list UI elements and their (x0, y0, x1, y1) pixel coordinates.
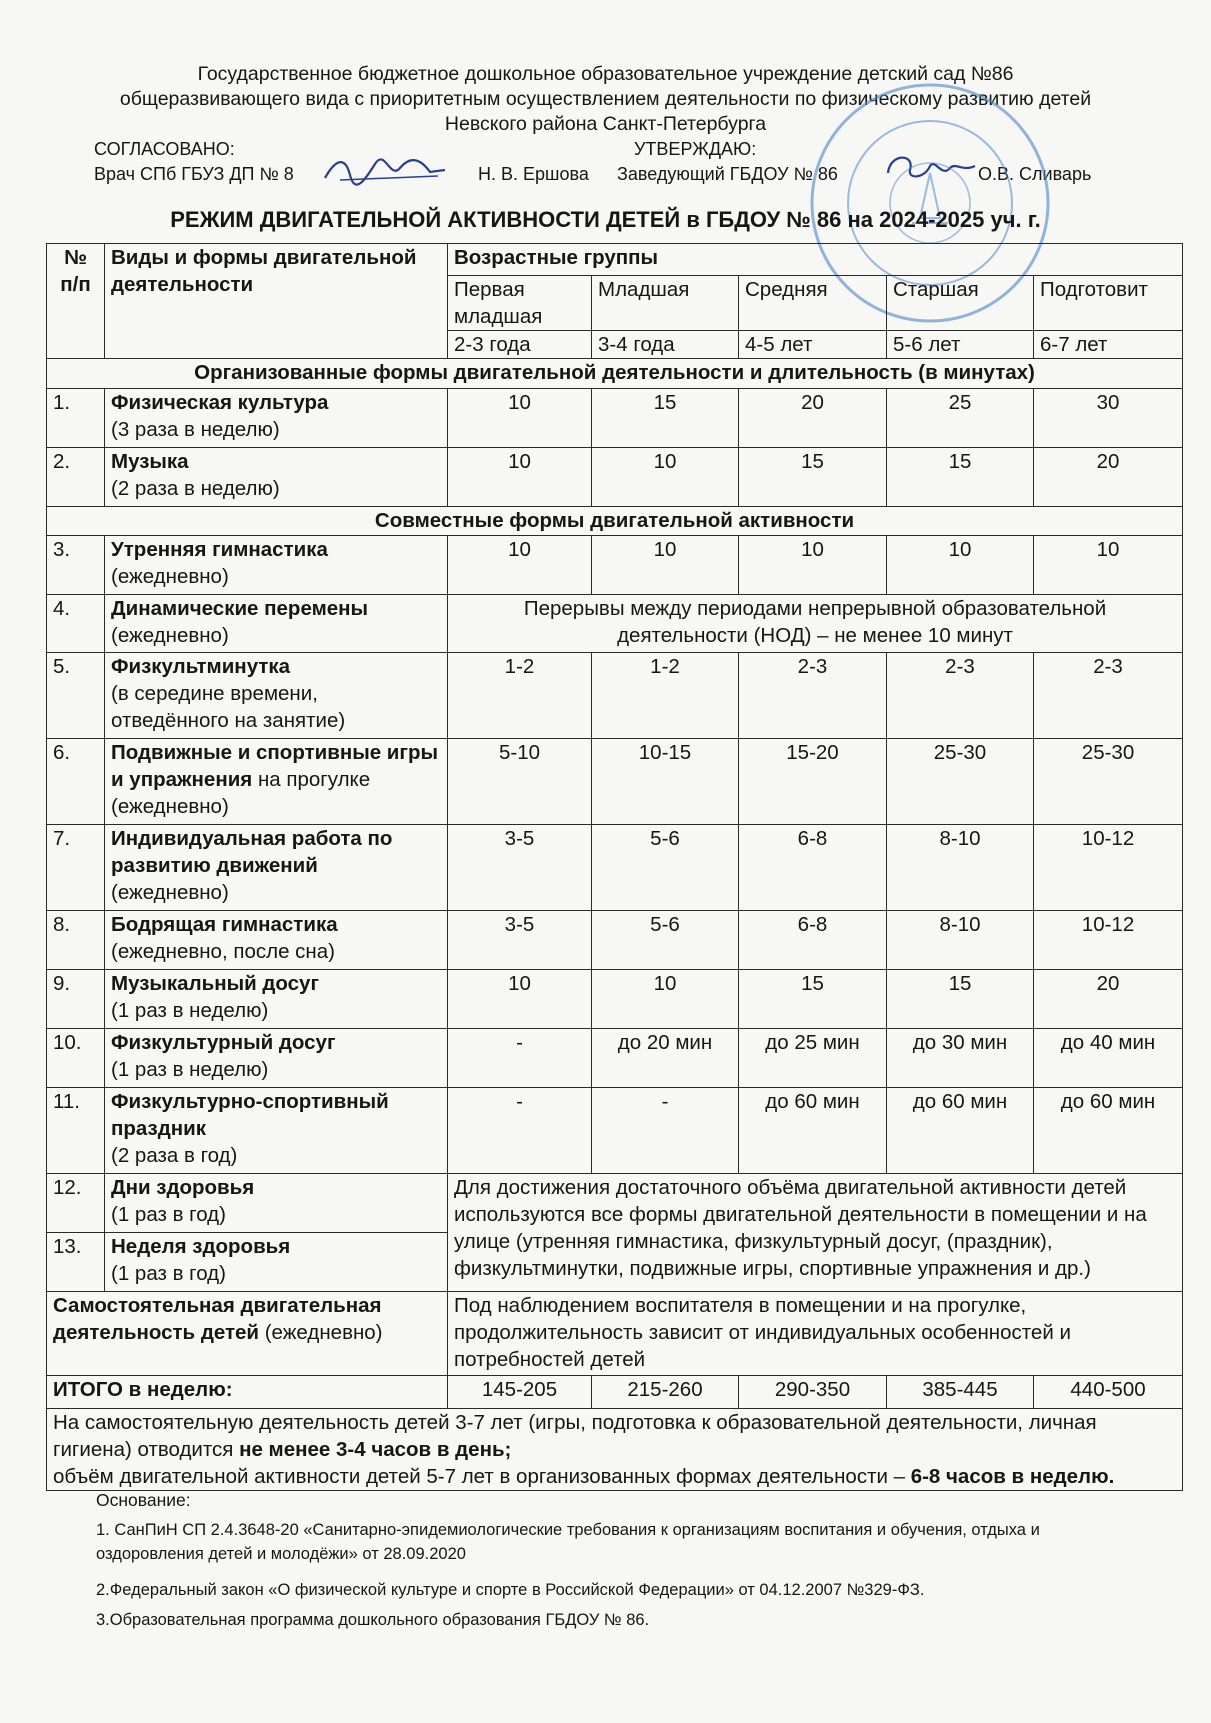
value-cell: до 60 мин (739, 1088, 887, 1174)
activity-cell (105, 1233, 448, 1292)
activity-note: (в середине времени, отведённого на занятие) (111, 682, 346, 732)
col-header-type: Виды и формы двигательной деятельности (105, 244, 448, 359)
value-cell: 8-10 (887, 825, 1034, 911)
total-value: 290-350 (739, 1376, 887, 1409)
value-cell: 10 (592, 970, 739, 1029)
group-age: 4-5 лет (739, 331, 887, 359)
group-name: Подготовит (1034, 276, 1183, 331)
total-value: 145-205 (448, 1376, 592, 1409)
value-cell: 10-12 (1034, 825, 1183, 911)
activity-note: (ежедневно) (111, 624, 229, 647)
merged-note-cell: Перерывы между периодами непрерывной образовательной деятельности (НОД) – не менее 10 минут (448, 595, 1183, 653)
basis-item-2: 2.Федеральный закон «О физической культуре и спорте в Российской Федерации» от 04.12.2007 №329-ФЗ. (96, 1581, 925, 1599)
org-name-line-3: Невского района Санкт-Петербурга (444, 113, 767, 135)
group-age: 2-3 года (448, 331, 592, 359)
value-cell: 10 (448, 536, 592, 595)
value-cell: 8-10 (887, 911, 1034, 970)
head-position: Заведующий ГБДОУ № 86 (617, 164, 838, 184)
basis-item-3: 3.Образовательная программа дошкольного образования ГБДОУ № 86. (96, 1611, 650, 1629)
value-cell: 15 (592, 389, 739, 448)
value-cell: 3-5 (448, 825, 592, 911)
value-cell: 3-5 (448, 911, 592, 970)
footer-text: объём двигательной активности детей 5-7 лет в организованных формах деятельности – (53, 1465, 911, 1488)
activity-note: (2 раза в год) (111, 1144, 238, 1167)
group-age: 5-6 лет (887, 331, 1034, 359)
value-cell: до 25 мин (739, 1029, 887, 1088)
activity-name: Неделя здоровья (111, 1235, 291, 1258)
row-number: 2. (47, 448, 105, 507)
value-cell: 25-30 (887, 739, 1034, 825)
value-cell: 10 (448, 389, 592, 448)
value-cell: 10 (592, 536, 739, 595)
value-cell: 10 (448, 448, 592, 507)
activity-note: (1 раз в неделю) (111, 999, 269, 1022)
doctor-position: Врач СПб ГБУЗ ДП № 8 (94, 164, 294, 184)
self-activity-name: Самостоятельная двигательная деятельность детей (53, 1294, 382, 1344)
activity-cell (105, 825, 448, 911)
value-cell: до 20 мин (592, 1029, 739, 1088)
activity-name: Бодрящая гимнастика (111, 913, 338, 936)
health-days-note: Для достижения достаточного объёма двигательной активности детей используются все формы двигательной деятельности в помещении и на улице (утренняя гимнастика, физкультурный досуг, (праздник), физкультминутки, подвижные игры, спортивные упражнения и др.) (448, 1174, 1183, 1292)
value-cell: 10-12 (1034, 911, 1183, 970)
total-label: ИТОГО в неделю: (47, 1376, 448, 1409)
row-number: 1. (47, 389, 105, 448)
activity-name: Музыкальный досуг (111, 972, 319, 995)
row-number: 3. (47, 536, 105, 595)
activity-note: (ежедневно) (111, 881, 229, 904)
activity-name: Утренняя гимнастика (111, 538, 328, 561)
self-activity-cell (47, 1292, 448, 1376)
activity-table (46, 243, 1183, 1491)
row-number: 9. (47, 970, 105, 1029)
activity-note: (ежедневно) (111, 565, 229, 588)
activity-name: Физическая культура (111, 391, 329, 414)
activity-note: (2 раза в неделю) (111, 477, 280, 500)
value-cell: 10 (739, 536, 887, 595)
row-number: 13. (47, 1233, 105, 1292)
value-cell: 10 (448, 970, 592, 1029)
row-number: 10. (47, 1029, 105, 1088)
value-cell: 15 (739, 970, 887, 1029)
org-name-line-2: общеразвивающего вида с приоритетным осуществлением деятельности по физическому развитию детей (119, 88, 1092, 110)
value-cell: до 60 мин (1034, 1088, 1183, 1174)
value-cell: - (592, 1088, 739, 1174)
value-cell: 25 (887, 389, 1034, 448)
value-cell: 15 (739, 448, 887, 507)
section-header-organized: Организованные формы двигательной деятельности и длительность (в минутах) (47, 359, 1183, 389)
row-number: 4. (47, 595, 105, 653)
value-cell: 5-6 (592, 911, 739, 970)
activity-name: Дни здоровья (111, 1176, 255, 1199)
activity-name: Физкультминутка (111, 655, 291, 678)
row-number: 12. (47, 1174, 105, 1233)
col-header-age-groups: Возрастные группы (448, 244, 1183, 276)
footer-bold: не менее 3-4 часов в день; (239, 1438, 512, 1461)
activity-name: Подвижные и спортивные игры и упражнения (111, 741, 438, 791)
value-cell: 15 (887, 448, 1034, 507)
value-cell: 15-20 (739, 739, 887, 825)
basis-item-1: 1. СанПиН СП 2.4.3648-20 «Санитарно-эпидемиологические требования к организациям воспитания и обучения, отдыха и оздоровления детей и молодёжи» от 28.09.2020 (96, 1521, 1040, 1563)
activity-note: (1 раз в неделю) (111, 1058, 269, 1081)
value-cell: 20 (1034, 970, 1183, 1029)
self-activity-text: Под наблюдением воспитателя в помещении и на прогулке, продолжительность зависит от индивидуальных особенностей и потребностей детей (448, 1292, 1183, 1376)
value-cell: 20 (1034, 448, 1183, 507)
value-cell: 1-2 (592, 653, 739, 739)
section-header-joint: Совместные формы двигательной активности (47, 507, 1183, 536)
total-value: 215-260 (592, 1376, 739, 1409)
value-cell: 10-15 (592, 739, 739, 825)
footer-note (47, 1409, 1183, 1491)
col-header-number: № п/п (47, 244, 105, 359)
value-cell: 15 (887, 970, 1034, 1029)
value-cell: 30 (1034, 389, 1183, 448)
activity-cell (105, 653, 448, 739)
value-cell: 6-8 (739, 825, 887, 911)
org-name-line-1: Государственное бюджетное дошкольное образовательное учреждение детский сад №86 (197, 63, 1014, 85)
value-cell: 20 (739, 389, 887, 448)
group-name: Младшая (592, 276, 739, 331)
value-cell: - (448, 1088, 592, 1174)
activity-cell (105, 739, 448, 825)
activity-note: (1 раз в год) (111, 1203, 226, 1226)
row-number: 6. (47, 739, 105, 825)
total-value: 440-500 (1034, 1376, 1183, 1409)
row-number: 7. (47, 825, 105, 911)
value-cell: 2-3 (887, 653, 1034, 739)
value-cell: 2-3 (739, 653, 887, 739)
doctor-signature (320, 150, 450, 190)
activity-cell (105, 389, 448, 448)
activity-cell (105, 595, 448, 653)
footer-text: На самостоятельную деятельность детей 3-7 лет (игры, подготовка к образовательной деятельности, личная гигиена) отводится (53, 1411, 1097, 1461)
doctor-name: Н. В. Ершова (478, 164, 589, 184)
activity-cell (105, 1029, 448, 1088)
value-cell: 5-6 (592, 825, 739, 911)
value-cell: 10 (592, 448, 739, 507)
group-age: 6-7 лет (1034, 331, 1183, 359)
approve-label: УТВЕРЖДАЮ: (634, 139, 757, 159)
activity-note: (1 раз в год) (111, 1262, 226, 1285)
activity-note: (ежедневно, после сна) (111, 940, 335, 963)
activity-name: Музыка (111, 450, 189, 473)
value-cell: 10 (1034, 536, 1183, 595)
total-value: 385-445 (887, 1376, 1034, 1409)
activity-name: Динамические перемены (111, 597, 369, 620)
activity-cell (105, 536, 448, 595)
agreed-label: СОГЛАСОВАНО: (94, 139, 235, 159)
value-cell: 5-10 (448, 739, 592, 825)
activity-note: (3 раза в неделю) (111, 418, 280, 441)
value-cell: 25-30 (1034, 739, 1183, 825)
activity-name: Индивидуальная работа по развитию движений (111, 827, 393, 877)
value-cell: 10 (887, 536, 1034, 595)
group-name: Средняя (739, 276, 887, 331)
activity-cell (105, 970, 448, 1029)
row-number: 5. (47, 653, 105, 739)
row-number: 11. (47, 1088, 105, 1174)
group-age: 3-4 года (592, 331, 739, 359)
basis-label: Основание: (96, 1490, 191, 1510)
value-cell: до 60 мин (887, 1088, 1034, 1174)
footer-bold: 6-8 часов в неделю. (910, 1465, 1115, 1488)
self-activity-note: (ежедневно) (264, 1321, 383, 1344)
group-name: Старшая (887, 276, 1034, 331)
row-number: 8. (47, 911, 105, 970)
value-cell: до 40 мин (1034, 1029, 1183, 1088)
activity-note: на прогулке (ежедневно) (111, 768, 371, 818)
document-title: РЕЖИМ ДВИГАТЕЛЬНОЙ АКТИВНОСТИ ДЕТЕЙ в ГБДОУ № 86 на 2024-2025 уч. г. (170, 207, 1041, 232)
value-cell: 6-8 (739, 911, 887, 970)
activity-cell (105, 448, 448, 507)
group-name: Первая младшая (448, 276, 592, 331)
activity-name: Физкультурно-спортивный праздник (111, 1090, 389, 1140)
value-cell: до 30 мин (887, 1029, 1034, 1088)
value-cell: - (448, 1029, 592, 1088)
value-cell: 2-3 (1034, 653, 1183, 739)
activity-name: Физкультурный досуг (111, 1031, 336, 1054)
activity-cell (105, 1088, 448, 1174)
value-cell: 1-2 (448, 653, 592, 739)
head-name: О.В. Сливарь (978, 164, 1092, 184)
activity-cell (105, 1174, 448, 1233)
activity-cell (105, 911, 448, 970)
